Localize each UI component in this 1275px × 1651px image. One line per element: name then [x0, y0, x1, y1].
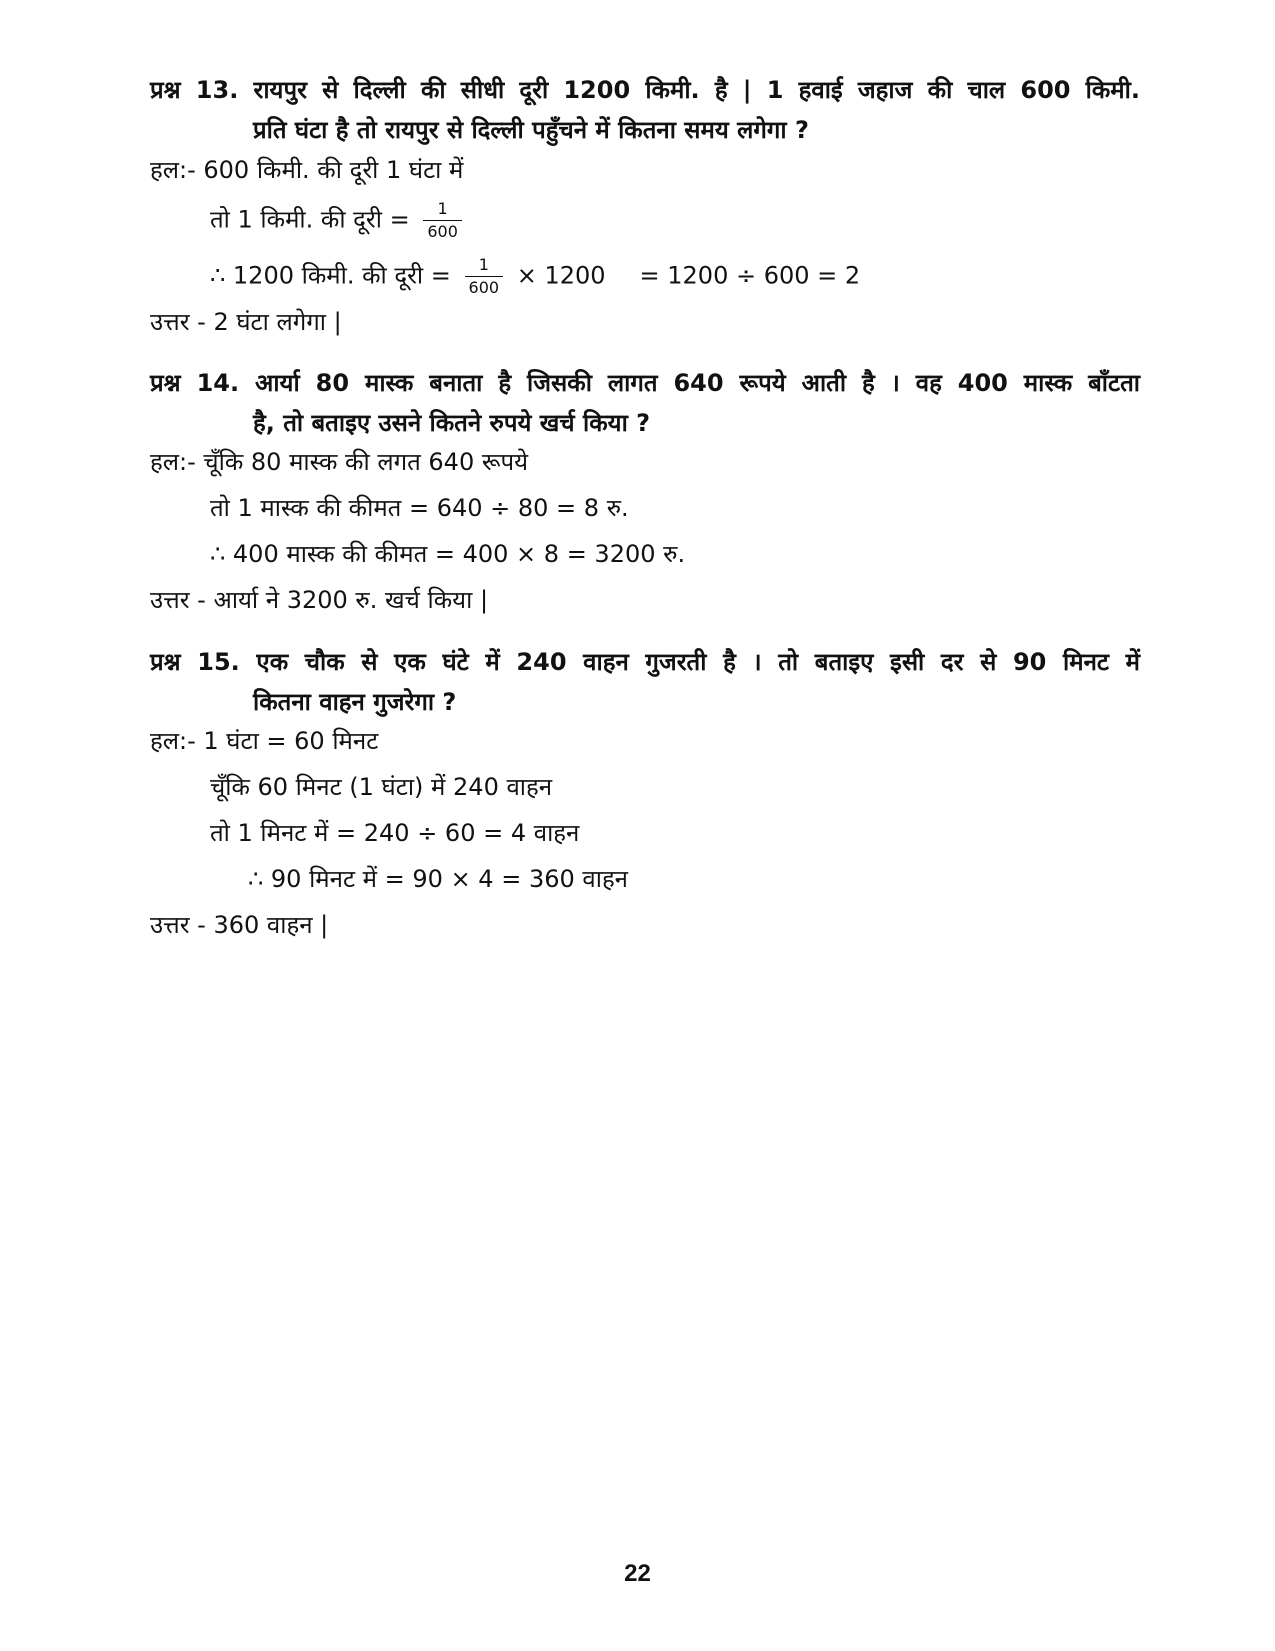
q13-solution-line3: [210, 256, 860, 297]
q14-question-line1: प्रश्न 14. आर्या 80 मास्क बनाता है जिसकी लागत 640 रूपये आती है । वह 400 मास्क बाँटता: [150, 369, 1140, 397]
fraction-numerator: 1: [437, 199, 448, 218]
q15-solution-line2: चूँकि 60 मिनट (1 घंटा) में 240 वाहन: [210, 773, 553, 801]
q13-sol3-result: = 1200 ÷ 600 = 2: [639, 261, 861, 290]
q13-answer: उत्तर - 2 घंटा लगेगा |: [150, 308, 342, 336]
q13-sol2-text: तो 1 किमी. की दूरी =: [210, 205, 410, 234]
q15-answer: उत्तर - 360 वाहन |: [150, 911, 329, 939]
q14-solution-line3: ∴ 400 मास्क की कीमत = 400 × 8 = 3200 रु.: [210, 540, 686, 568]
fraction-denominator: 600: [423, 220, 462, 241]
q15-solution-line3: तो 1 मिनट में = 240 ÷ 60 = 4 वाहन: [210, 819, 580, 847]
q14-question-line2: है, तो बताइए उसने कितने रुपये खर्च किया ?: [253, 409, 651, 437]
q14-solution-line2: तो 1 मास्क की कीमत = 640 ÷ 80 = 8 रु.: [210, 494, 629, 522]
q14-solution-line1: हल:- चूँकि 80 मास्क की लगत 640 रूपये: [150, 448, 529, 476]
q13-solution-line2: [210, 200, 468, 241]
q13-fraction-1-600: [423, 200, 462, 241]
fraction-numerator: 1: [478, 255, 489, 274]
q13-sol3-text: ∴ 1200 किमी. की दूरी =: [210, 261, 451, 290]
q13-question-line2: प्रति घंटा है तो रायपुर से दिल्ली पहुँचने में कितना समय लगेगा ?: [253, 116, 809, 144]
q15-question-line1: प्रश्न 15. एक चौक से एक घंटे में 240 वाहन गुजरती है । तो बताइए इसी दर से 90 मिनट में: [150, 648, 1140, 676]
q15-solution-line4: ∴ 90 मिनट में = 90 × 4 = 360 वाहन: [248, 865, 629, 893]
q15-solution-line1: हल:- 1 घंटा = 60 मिनट: [150, 727, 379, 755]
q13-question-line1: प्रश्न 13. रायपुर से दिल्ली की सीधी दूरी 1200 किमी. है | 1 हवाई जहाज की चाल 600 किमी.: [150, 76, 1140, 104]
q13-solution-line1: हल:- 600 किमी. की दूरी 1 घंटा में: [150, 156, 464, 184]
q14-answer: उत्तर - आर्या ने 3200 रु. खर्च किया |: [150, 586, 489, 614]
page-number: 22: [624, 1560, 651, 1587]
q13-sol3-multiply: × 1200: [516, 261, 606, 290]
q13-fraction-1-600-b: [465, 256, 504, 297]
fraction-denominator: 600: [465, 276, 504, 297]
q15-question-line2: कितना वाहन गुजरेगा ?: [253, 688, 457, 716]
